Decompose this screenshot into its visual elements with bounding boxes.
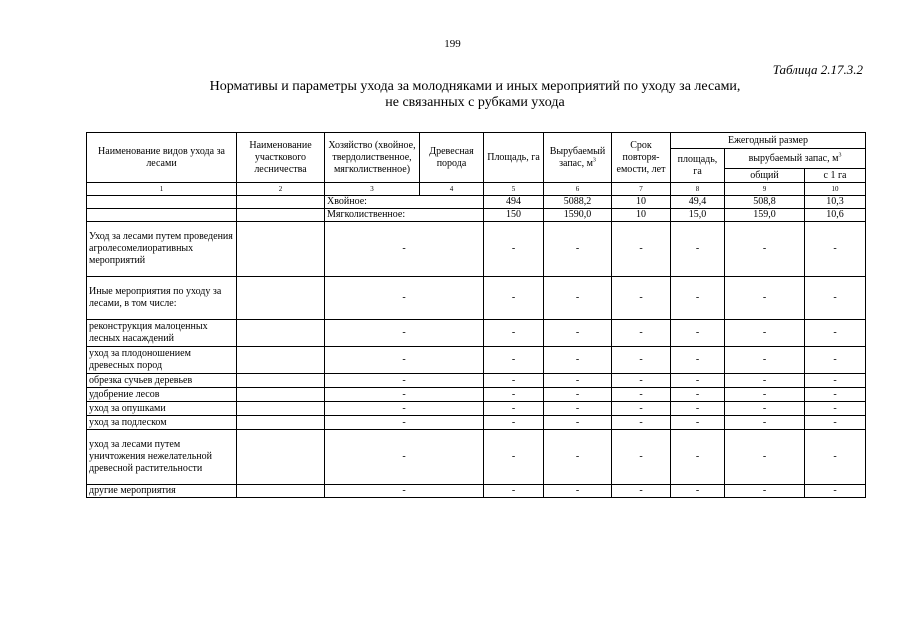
annual-total-value: -: [725, 430, 805, 485]
header-forestry: Наименование участкового лесничества: [237, 133, 325, 183]
header-stock-sup: 3: [592, 157, 596, 164]
header-annual: Ежегодный размер: [671, 133, 866, 149]
table-cell: [237, 347, 325, 374]
annual-total-value: -: [725, 402, 805, 416]
farm-value: -: [325, 485, 484, 498]
col-index: 5: [484, 183, 544, 196]
annual-total-value: 159,0: [725, 209, 805, 222]
norms-table: [86, 132, 866, 498]
table-cell: [237, 388, 325, 402]
period-value: 10: [612, 209, 671, 222]
period-value: -: [612, 402, 671, 416]
stock-value: -: [544, 402, 612, 416]
farm-value: -: [325, 388, 484, 402]
header-farm: Хозяйство (хвойное, твердолиственное, мягколиственное): [325, 133, 420, 183]
annual-per-ha-value: 10,6: [805, 209, 866, 222]
area-value: -: [484, 430, 544, 485]
col-index: 9: [725, 183, 805, 196]
title-line-1: Нормативы и параметры ухода за молодняками и иных мероприятий по уходу за лесами,: [209, 79, 741, 94]
stock-value: -: [544, 388, 612, 402]
table-row: [87, 402, 866, 416]
col-index: 2: [237, 183, 325, 196]
annual-per-ha-value: -: [805, 430, 866, 485]
stock-value: -: [544, 430, 612, 485]
col-index: 10: [805, 183, 866, 196]
table-cell: [237, 374, 325, 388]
period-value: -: [612, 222, 671, 277]
header-activity: Наименование видов ухода за лесами: [87, 133, 237, 183]
area-value: -: [484, 347, 544, 374]
table-label: Таблица 2.17.3.2: [772, 62, 863, 77]
annual-per-ha-value: -: [805, 402, 866, 416]
stock-value: -: [544, 347, 612, 374]
farm-value: -: [325, 277, 484, 320]
stock-value: -: [544, 416, 612, 430]
area-value: -: [484, 416, 544, 430]
period-value: 10: [612, 196, 671, 209]
annual-total-value: -: [725, 388, 805, 402]
activity-name: удобрение лесов: [87, 388, 237, 402]
area-value: -: [484, 388, 544, 402]
annual-area-value: -: [671, 402, 725, 416]
header-area: Площадь, га: [484, 133, 544, 183]
table-row: [87, 485, 866, 498]
farm-value: -: [325, 374, 484, 388]
stock-value: -: [544, 374, 612, 388]
activity-name: реконструкция малоценных лесных насаждений: [87, 320, 237, 347]
annual-area-value: -: [671, 430, 725, 485]
stock-value: -: [544, 277, 612, 320]
header-total: общий: [725, 169, 805, 183]
period-value: -: [612, 485, 671, 498]
farm-value: -: [325, 222, 484, 277]
table-row: [87, 430, 866, 485]
annual-total-value: -: [725, 277, 805, 320]
table-title: [90, 79, 860, 111]
table-cell: [237, 402, 325, 416]
col-index: 4: [420, 183, 484, 196]
col-index: 7: [612, 183, 671, 196]
activity-name: Уход за лесами путем проведения агролесомелиоративных мероприятий: [87, 222, 237, 277]
activity-name: уход за подлеском: [87, 416, 237, 430]
farm-value: -: [325, 402, 484, 416]
farm-value: -: [325, 430, 484, 485]
annual-area-value: -: [671, 388, 725, 402]
annual-total-value: -: [725, 485, 805, 498]
table-cell: [237, 196, 325, 209]
area-value: -: [484, 402, 544, 416]
header-stock-text: Вырубаемый запас, м: [549, 145, 606, 169]
area-value: -: [484, 277, 544, 320]
farm-value: -: [325, 347, 484, 374]
header-stock: [544, 133, 612, 183]
table-cell: [237, 416, 325, 430]
header-annual-stock-text: вырубаемый запас, м: [748, 152, 839, 164]
annual-total-value: -: [725, 416, 805, 430]
stock-value: -: [544, 485, 612, 498]
table-cell: [87, 196, 237, 209]
header-annual-stock-sup: 3: [838, 152, 842, 159]
table-row: [87, 416, 866, 430]
annual-area-value: -: [671, 222, 725, 277]
table-cell: [237, 277, 325, 320]
annual-total-value: -: [725, 222, 805, 277]
period-value: -: [612, 347, 671, 374]
annual-area-value: -: [671, 416, 725, 430]
annual-area-value: -: [671, 347, 725, 374]
annual-area-value: 49,4: [671, 196, 725, 209]
annual-per-ha-value: -: [805, 277, 866, 320]
column-index-row: [87, 183, 866, 196]
activity-name: обрезка сучьев деревьев: [87, 374, 237, 388]
table-cell: [237, 485, 325, 498]
annual-area-value: -: [671, 485, 725, 498]
annual-per-ha-value: -: [805, 320, 866, 347]
table-row: [87, 347, 866, 374]
area-value: -: [484, 374, 544, 388]
annual-per-ha-value: -: [805, 347, 866, 374]
annual-per-ha-value: -: [805, 485, 866, 498]
table-row: [87, 320, 866, 347]
summary-row-softwood: [87, 209, 866, 222]
stock-value: -: [544, 320, 612, 347]
activity-name: уход за лесами путем уничтожения нежелательной древесной растительности: [87, 430, 237, 485]
period-value: -: [612, 374, 671, 388]
table-cell: [237, 209, 325, 222]
header-annual-stock: [725, 149, 866, 169]
area-value: -: [484, 222, 544, 277]
table-cell: [237, 430, 325, 485]
annual-per-ha-value: -: [805, 416, 866, 430]
col-index: 3: [325, 183, 420, 196]
stock-value: -: [544, 222, 612, 277]
table-row: [87, 277, 866, 320]
period-value: -: [612, 277, 671, 320]
activity-name: другие мероприятия: [87, 485, 237, 498]
page-number: 199: [444, 38, 461, 50]
header-period: Срок повторя-емости, лет: [612, 133, 671, 183]
period-value: -: [612, 388, 671, 402]
table-cell: [237, 320, 325, 347]
col-index: 1: [87, 183, 237, 196]
period-value: -: [612, 416, 671, 430]
area-value: 494: [484, 196, 544, 209]
header-per-ha: с 1 га: [805, 169, 866, 183]
annual-area-value: -: [671, 374, 725, 388]
table-row: [87, 222, 866, 277]
activity-name: Иные мероприятия по уходу за лесами, в том числе:: [87, 277, 237, 320]
header-species: Древесная порода: [420, 133, 484, 183]
header-annual-area: площадь, га: [671, 149, 725, 183]
stock-value: 1590,0: [544, 209, 612, 222]
annual-per-ha-value: -: [805, 222, 866, 277]
table-cell: [237, 222, 325, 277]
area-value: 150: [484, 209, 544, 222]
table-cell: [87, 209, 237, 222]
farm-type: Хвойное:: [325, 196, 484, 209]
annual-area-value: -: [671, 277, 725, 320]
annual-area-value: -: [671, 320, 725, 347]
annual-total-value: -: [725, 320, 805, 347]
farm-value: -: [325, 416, 484, 430]
annual-total-value: -: [725, 347, 805, 374]
area-value: -: [484, 485, 544, 498]
activity-name: уход за плодоношением древесных пород: [87, 347, 237, 374]
title-line-2: не связанных с рубками ухода: [385, 95, 565, 110]
table-row: [87, 388, 866, 402]
activity-name: уход за опушками: [87, 402, 237, 416]
annual-per-ha-value: -: [805, 388, 866, 402]
annual-per-ha-value: -: [805, 374, 866, 388]
annual-area-value: 15,0: [671, 209, 725, 222]
table-row: [87, 374, 866, 388]
period-value: -: [612, 430, 671, 485]
annual-total-value: 508,8: [725, 196, 805, 209]
area-value: -: [484, 320, 544, 347]
farm-value: -: [325, 320, 484, 347]
annual-total-value: -: [725, 374, 805, 388]
col-index: 6: [544, 183, 612, 196]
farm-type: Мягколиственное:: [325, 209, 484, 222]
col-index: 8: [671, 183, 725, 196]
period-value: -: [612, 320, 671, 347]
summary-row-conifer: [87, 196, 866, 209]
stock-value: 5088,2: [544, 196, 612, 209]
annual-per-ha-value: 10,3: [805, 196, 866, 209]
